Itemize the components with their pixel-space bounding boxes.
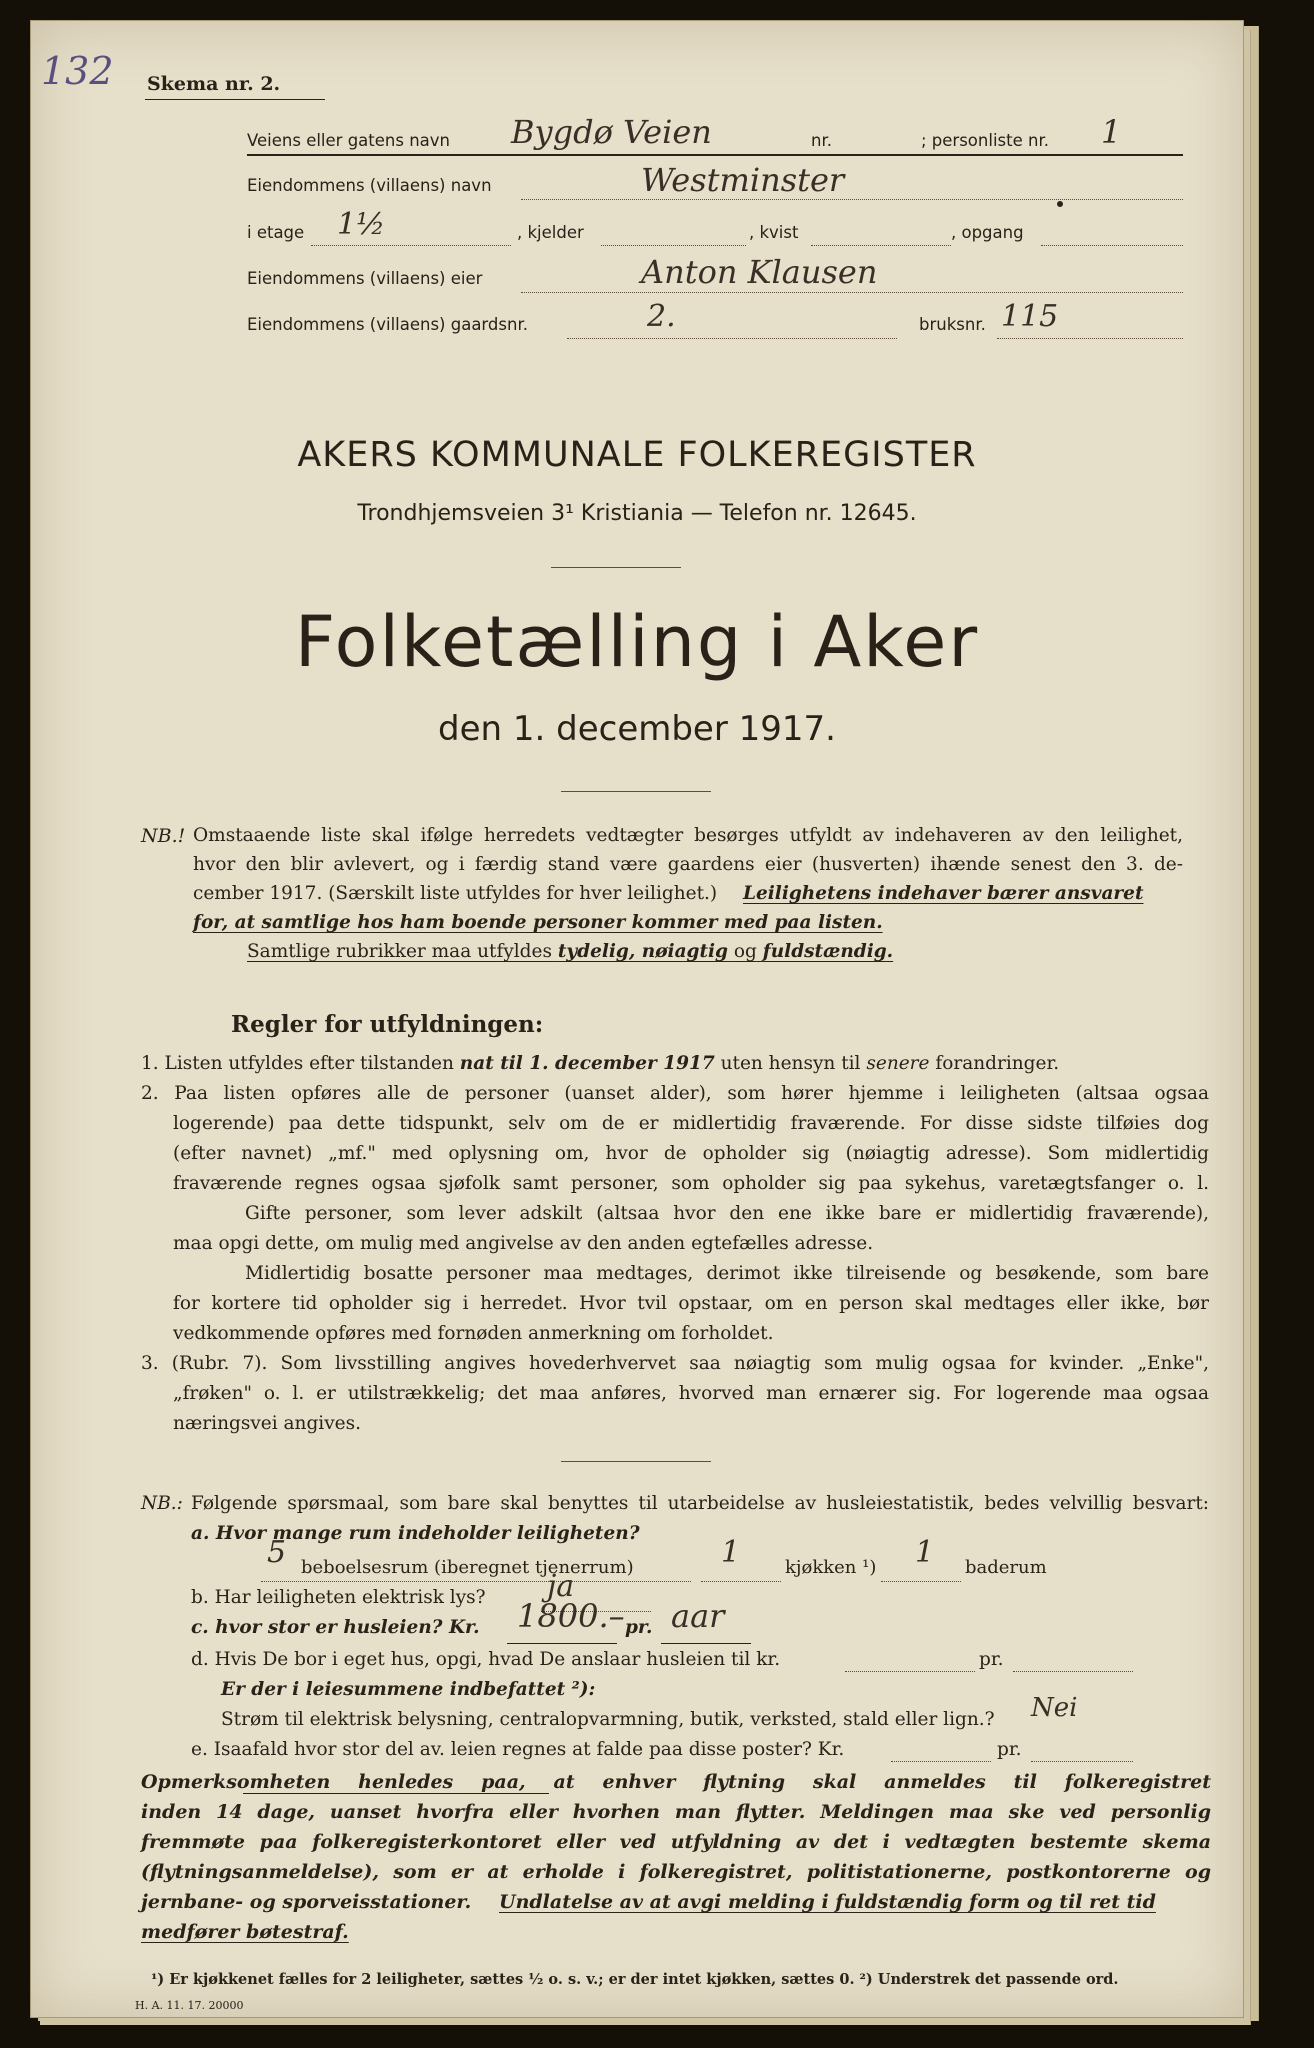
rule-1	[141, 1053, 1059, 1074]
property-name-value: Westminster	[641, 161, 845, 199]
q-c-value: 1800.–	[517, 1597, 625, 1635]
q-a-bath-value: 1	[915, 1535, 935, 1570]
etage-value: 1½	[337, 207, 386, 242]
rule-2-line-7: Midlertidig bosatte personer maa medtages, derimot ikke tilreisende og besøkende, som bare	[245, 1263, 1209, 1284]
q-b: b. Har leiligheten elektrisk lys?	[191, 1587, 486, 1608]
printer-mark: H. A. 11. 17. 20000	[135, 1999, 244, 2012]
rule-2-line-5: Gifte personer, som lever adskilt (altsaa hvor den ene ikke bare er midlertidig fraværende),	[245, 1203, 1209, 1224]
q-d-list: Strøm til elektrisk belysning, centralopvarmning, butik, verksted, stald eller lign.?	[221, 1709, 995, 1730]
page-title: Folketælling i Aker	[294, 601, 980, 683]
rule-2-line-8: for kortere tid opholder sig i herredet. Hvor tvil opstaar, om en person skal medtages eller ikke, bør	[173, 1293, 1209, 1314]
q-e: e. Isaafald hvor stor del av. leien regnes at falde paa disse poster? Kr.	[191, 1739, 845, 1760]
rule-2-line-4: fraværende regnes ogsaa sjøfolk samt personer, som opholder sig paa sykehus, varetægtsfanger o. l.	[173, 1173, 1209, 1194]
nb1-line-3b: Leilighetens indehaver bærer ansvaret	[743, 883, 1144, 904]
notice-line-4: (flytningsanmeldelse), som er at erholde i folkeregistret, politistationerne, postkontorerne og	[141, 1861, 1211, 1883]
rule-1b: nat til 1. december 1917	[459, 1053, 715, 1074]
rule-1c: uten hensyn til	[720, 1053, 861, 1074]
q-a-kitchen-label: kjøkken ¹)	[785, 1557, 877, 1578]
q-e-line	[891, 1761, 991, 1762]
gaardsnr-value: 2.	[647, 299, 676, 334]
rule-3-line-2: „frøken" o. l. er utilstrækkelig; det maa anføres, hvorved man ernærer sig. For logerende maa ogsaa	[173, 1383, 1209, 1404]
property-name-label: Eiendommens (villaens) navn	[247, 176, 492, 195]
corner-mark: 132	[41, 49, 114, 93]
ink-dot	[1057, 201, 1063, 207]
q-d-pr-line	[1013, 1671, 1133, 1672]
rule-3-line-3: næringsvei angives.	[173, 1413, 361, 1434]
q-c-pr: pr.	[625, 1617, 653, 1638]
rule-2-line-6: maa opgi dette, om mulig med angivelse av den anden egtefælles adresse.	[173, 1233, 874, 1254]
q-a-kitchen-value: 1	[721, 1535, 741, 1570]
notice-line-6: medfører bøtestraf.	[141, 1921, 349, 1943]
org-address: Trondhjemsveien 3¹ Kristiania — Telefon nr. 12645.	[357, 501, 917, 526]
owner-value: Anton Klausen	[641, 253, 878, 291]
q-c: c. hvor stor er husleien? Kr.	[191, 1617, 480, 1638]
nb1-line-1: Omstaaende liste skal ifølge herredets vedtægter besørges utfyldt av indehaveren av den leilighet,	[193, 825, 1183, 846]
nb1-line-5	[247, 941, 893, 962]
org-heading: AKERS KOMMUNALE FOLKEREGISTER	[297, 435, 977, 475]
q-c-period: aar	[671, 1597, 725, 1635]
gaardsnr-label: Eiendommens (villaens) gaardsnr.	[247, 315, 528, 334]
nb2-label: NB.:	[141, 1493, 183, 1514]
skema-underline	[145, 99, 325, 100]
q-d-value: Nei	[1031, 1693, 1078, 1723]
q-d-pr: pr.	[979, 1649, 1004, 1670]
rule-2-line-9: vedkommende opføres med fornøden anmerkning om forholdet.	[173, 1323, 774, 1344]
rules-heading: Regler for utfyldningen:	[231, 1011, 544, 1038]
q-e-pr: pr.	[997, 1739, 1022, 1760]
nb2-intro: Følgende spørsmaal, som bare skal benyttes til utarbeidelse av husleiestatistik, bedes velvillig besvart:	[191, 1493, 1209, 1514]
opgang-line	[1041, 245, 1183, 246]
notice-line-5a: jernbane- og sporveisstationer.	[141, 1891, 472, 1913]
census-date: den 1. december 1917.	[438, 709, 836, 749]
divider-3	[561, 1461, 711, 1462]
kjelder-line	[601, 245, 746, 246]
q-a-bath-label: baderum	[965, 1557, 1047, 1578]
q-a-rooms-line	[261, 1581, 691, 1582]
document-page	[30, 20, 1244, 2018]
q-a-rooms-value: 5	[267, 1535, 287, 1570]
nb1-line-3a: cember 1917. (Særskilt liste utfyldes for hver leilighet.)	[193, 883, 718, 904]
notice-line-3: fremmøte paa folkeregisterkontoret eller ved utfyldning av det i vedtægten bestemte skema	[141, 1831, 1211, 1853]
rule-1e: forandringer.	[935, 1053, 1060, 1074]
kvist-line	[811, 245, 951, 246]
q-c-period-line	[661, 1643, 751, 1644]
personliste-label: ; personliste nr.	[921, 131, 1049, 150]
opgang-label: , opgang	[951, 223, 1024, 242]
q-d-line	[845, 1671, 975, 1672]
nr-label: nr.	[811, 131, 832, 150]
owner-label: Eiendommens (villaens) eier	[247, 269, 483, 288]
personliste-value: 1	[1101, 113, 1122, 151]
q-b-value: ja	[547, 1569, 575, 1604]
nb1-line-5d: fuldstændig.	[762, 941, 894, 962]
bruksnr-label: bruksnr.	[919, 315, 986, 334]
kjelder-label: , kjelder	[517, 223, 584, 242]
owner-line	[521, 292, 1183, 293]
divider-2	[561, 791, 711, 792]
street-row-line	[247, 154, 1183, 156]
q-d-sub: Er der i leiesummene indbefattet ²):	[221, 1679, 596, 1700]
rule-2-line-1: 2. Paa listen opføres alle de personer (uanset alder), som hører hjemme i leiligheten (altsaa ogsaa	[141, 1083, 1209, 1104]
rule-1a: 1. Listen utfyldes efter tilstanden	[141, 1053, 454, 1074]
nb1-line-5a: Samtlige rubrikker maa utfyldes	[247, 941, 552, 962]
q-d: d. Hvis De bor i eget hus, opgi, hvad De anslaar husleien til kr.	[191, 1649, 781, 1670]
street-label: Veiens eller gatens navn	[247, 131, 450, 150]
nb1-line-4: for, at samtlige hos ham boende personer kommer med paa listen.	[193, 912, 883, 933]
nb1-label: NB.!	[141, 825, 186, 847]
rule-2-line-2: logerende) paa dette tidspunkt, selv om de er midlertidig fraværende. For disse sidste tilføies dog	[173, 1113, 1209, 1134]
skema-label: Skema nr. 2.	[147, 73, 281, 95]
rule-2-line-3: (efter navnet) „mf." med oplysning om, hvor de opholder sig (nøiagtig adresse). Som midlertidig	[173, 1143, 1209, 1164]
notice-line-2: inden 14 dage, uanset hvorfra eller hvorhen man flytter. Meldingen maa ske ved personlig	[141, 1801, 1211, 1823]
etage-line	[311, 245, 511, 246]
notice-line-1: Opmerksomheten henledes paa, at enhver flytning skal anmeldes til folkeregistret	[141, 1771, 1211, 1793]
nb1-line-2: hvor den blir avlevert, og i færdig stand være gaardens eier (husverten) ihænde senest den 3. de-	[193, 854, 1183, 875]
rule-3-line-1: 3. (Rubr. 7). Som livsstilling angives hovederhvervet saa nøiagtig som mulig ogsaa for kvinder. „Enke",	[141, 1353, 1209, 1374]
footnote: ¹) Er kjøkkenet fælles for 2 leiligheter, sættes ½ o. s. v.; er der intet kjøkken, sættes 0. ²) Understrek det passende ord.	[151, 1971, 1119, 1988]
q-e-pr-line	[1031, 1761, 1133, 1762]
rule-1d: senere	[866, 1053, 930, 1074]
q-c-line	[507, 1643, 617, 1644]
street-value: Bygdø Veien	[511, 113, 712, 151]
divider-1	[551, 567, 681, 568]
nb1-line-5b: tydelig, nøiagtig	[557, 941, 728, 962]
property-name-line	[521, 199, 1183, 200]
bruksnr-value: 115	[1001, 299, 1059, 334]
gaardsnr-line	[567, 338, 897, 339]
kvist-label: , kvist	[749, 223, 799, 242]
nb1-line-5c: og	[733, 941, 757, 962]
q-a-bath-line	[881, 1581, 961, 1582]
notice-underline-1	[243, 1793, 549, 1794]
etage-label: i etage	[247, 223, 305, 242]
bruksnr-line	[997, 338, 1183, 339]
q-a-rooms-label: beboelsesrum (iberegnet tjenerrum)	[301, 1557, 634, 1578]
q-a-kitchen-line	[701, 1581, 781, 1582]
q-a: a. Hvor mange rum indeholder leiligheten?	[191, 1523, 640, 1544]
notice-line-5b: Undlatelse av at avgi melding i fuldstændig form og til ret tid	[499, 1891, 1156, 1913]
